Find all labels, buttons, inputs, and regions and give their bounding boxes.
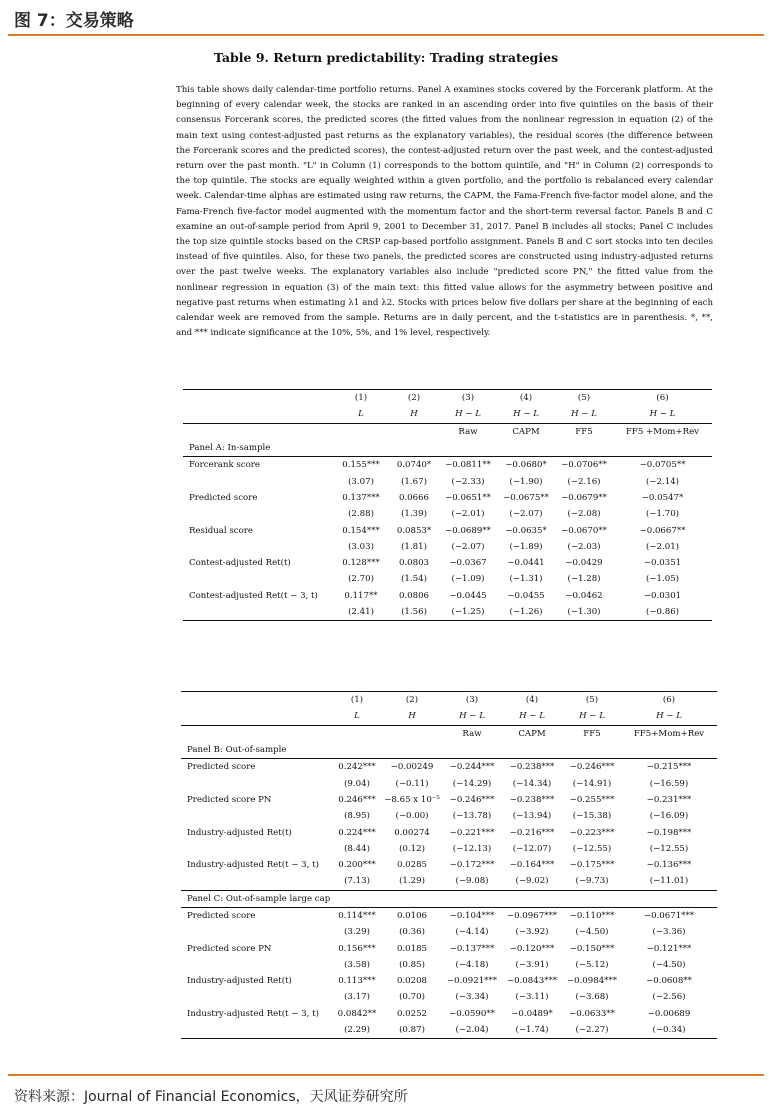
estimate-cell: −0.0633** (569, 1008, 615, 1019)
tstat-cell: (−4.50) (652, 959, 686, 970)
tstat-cell: (−1.89) (509, 541, 543, 552)
column-number: (4) (501, 692, 563, 709)
column-head: H − L (513, 409, 539, 420)
tstat-cell: (−1.30) (555, 604, 613, 621)
estimate-cell: −0.246*** (449, 794, 495, 805)
tstat-cell: (−1.74) (501, 1022, 563, 1039)
tstat-cell: (−2.03) (567, 541, 601, 552)
panel-label-row (181, 890, 717, 907)
tstat-cell: (−2.04) (443, 1022, 501, 1039)
estimate-cell: −0.0455 (507, 590, 545, 601)
table-row (181, 792, 717, 808)
table-row (181, 907, 717, 924)
estimate-cell: −8.65 x 10⁻⁵ (384, 794, 440, 805)
row-label: Residual score (189, 525, 253, 536)
row-label: Forcerank score (183, 457, 333, 474)
column-head: L (358, 409, 364, 420)
table-row (181, 940, 717, 956)
tstat-cell: (−1.90) (509, 476, 543, 487)
tstat-row (181, 957, 717, 973)
figure-header (0, 0, 772, 38)
row-label: Industry-adjusted Ret(t) (187, 976, 292, 987)
tstat-cell: (1.81) (401, 541, 427, 552)
tstat-cell: (−12.55) (572, 843, 612, 854)
panel-label-row (181, 742, 717, 759)
tstat-cell: (−4.18) (455, 959, 489, 970)
tstat-cell: (−4.14) (455, 927, 489, 938)
estimate-cell: −0.137*** (449, 943, 495, 954)
table-panels-bc (181, 691, 717, 1039)
estimate-cell: −0.215*** (621, 759, 717, 776)
estimate-cell: −0.244*** (443, 759, 501, 776)
tstat-cell: (−2.27) (563, 1022, 621, 1039)
tstat-cell: (−2.01) (451, 509, 485, 520)
column-head: L (354, 711, 360, 722)
column-head: H (408, 711, 416, 722)
tstat-cell: (−9.02) (515, 876, 549, 887)
table-row (181, 759, 717, 776)
tstat-cell: (−1.09) (451, 574, 485, 585)
source-note: 资料来源：Journal of Financial Economics，天风证券研究所 (14, 1089, 408, 1105)
estimate-cell: −0.0301 (643, 590, 682, 601)
column-head: H − L (579, 711, 605, 722)
row-label: Industry-adjusted Ret(t) (187, 827, 292, 838)
tstat-cell: (−13.78) (452, 811, 492, 822)
tstat-cell: (−12.55) (649, 843, 689, 854)
tstat-row (183, 473, 712, 489)
tstat-cell: (−2.07) (451, 541, 485, 552)
tstat-cell: (−5.12) (575, 959, 609, 970)
column-number: (6) (613, 390, 712, 407)
estimate-cell: −0.0635* (505, 525, 547, 536)
column-model: Raw (443, 725, 501, 742)
column-model (333, 725, 381, 742)
tstat-cell: (−0.86) (613, 604, 712, 621)
tstat-cell: (1.56) (389, 604, 439, 621)
estimate-cell: −0.0351 (643, 558, 682, 569)
column-head: H − L (571, 409, 597, 420)
tstat-row (181, 775, 717, 791)
estimate-cell: −0.120*** (509, 943, 555, 954)
estimate-cell: −0.0462 (565, 590, 603, 601)
column-head: H (410, 409, 418, 420)
estimate-cell: 0.117** (344, 590, 378, 601)
tstat-cell: (3.03) (348, 541, 374, 552)
estimate-cell: −0.0675** (503, 492, 549, 503)
table-row (181, 857, 717, 873)
tstat-cell: (8.44) (344, 843, 370, 854)
tstat-row (183, 604, 712, 621)
estimate-cell: 0.155*** (333, 457, 389, 474)
tstat-cell: (−12.07) (512, 843, 552, 854)
estimate-cell: 0.128*** (342, 558, 380, 569)
tstat-cell: (−14.29) (452, 778, 492, 789)
estimate-cell: −0.238*** (501, 759, 563, 776)
tstat-row (181, 873, 717, 890)
tstat-cell: (−3.34) (455, 992, 489, 1003)
estimate-cell: 0.0853* (396, 525, 432, 536)
tstat-cell: (−9.73) (575, 876, 609, 887)
estimate-cell: −0.0441 (507, 558, 545, 569)
tstat-cell: (1.54) (401, 574, 427, 585)
estimate-cell: −0.216*** (509, 827, 555, 838)
estimate-cell: −0.0811** (439, 457, 497, 474)
column-head: H − L (459, 711, 485, 722)
estimate-cell: 0.0666 (398, 492, 430, 503)
tstat-row (181, 841, 717, 857)
estimate-cell: −0.0706** (555, 457, 613, 474)
tstat-cell: (−14.91) (572, 778, 612, 789)
tstat-cell: (−3.68) (575, 992, 609, 1003)
tstat-cell: (−12.13) (452, 843, 492, 854)
tstat-cell: (−3.91) (515, 959, 549, 970)
estimate-cell: −0.164*** (509, 860, 555, 871)
tstat-cell: (−0.11) (395, 778, 429, 789)
header-row-models (183, 423, 712, 440)
tstat-cell: (3.29) (344, 927, 370, 938)
column-head: H − L (519, 711, 545, 722)
estimate-cell: −0.0367 (449, 558, 487, 569)
estimate-cell: −0.231*** (646, 794, 692, 805)
estimate-cell: −0.255*** (569, 794, 615, 805)
table-panel-a (183, 389, 712, 621)
estimate-cell: 0.0806 (398, 590, 430, 601)
column-model: FF5 +Mom+Rev (613, 423, 712, 440)
tstat-cell: (1.29) (399, 876, 425, 887)
estimate-cell: −0.150*** (569, 943, 615, 954)
table-row (181, 1006, 717, 1022)
header-row-heads (183, 406, 712, 423)
header-row-numbers (181, 692, 717, 709)
table-row (183, 457, 712, 474)
estimate-cell: −0.0651** (445, 492, 491, 503)
tstat-cell: (−2.07) (509, 509, 543, 520)
column-number: (3) (439, 390, 497, 407)
column-model (381, 725, 443, 742)
tstat-cell: (2.29) (333, 1022, 381, 1039)
estimate-cell: −0.175*** (569, 860, 615, 871)
tstat-cell: (−1.28) (567, 574, 601, 585)
tstat-cell: (0.70) (399, 992, 425, 1003)
tstat-cell: (−16.59) (649, 778, 689, 789)
estimate-cell: −0.0967*** (501, 907, 563, 924)
column-head: H − L (455, 409, 481, 420)
column-number: (2) (389, 390, 439, 407)
estimate-cell: −0.246*** (563, 759, 621, 776)
column-model: FF5+Mom+Rev (621, 725, 717, 742)
estimate-cell: −0.0489* (511, 1008, 553, 1019)
tstat-cell: (0.85) (399, 959, 425, 970)
estimate-cell: −0.0547* (641, 492, 684, 503)
tstat-cell: (−14.34) (512, 778, 552, 789)
estimate-cell: −0.121*** (646, 943, 692, 954)
header-row-models (181, 725, 717, 742)
figure-title: 图 7：交易策略 (14, 11, 134, 31)
estimate-cell: 0.137*** (342, 492, 380, 503)
tstat-cell: (−3.92) (515, 927, 549, 938)
row-label: Contest-adjusted Ret(t) (189, 558, 291, 569)
column-number: (1) (333, 390, 389, 407)
estimate-cell: −0.00249 (381, 759, 443, 776)
estimate-cell: −0.0590** (449, 1008, 495, 1019)
estimate-cell: 0.00274 (394, 827, 430, 838)
estimate-cell: −0.0680* (497, 457, 555, 474)
tstat-cell: (−0.34) (621, 1022, 717, 1039)
tstat-cell: (−15.38) (572, 811, 612, 822)
tstat-cell: (−1.70) (645, 509, 680, 520)
row-label: Predicted score (181, 759, 333, 776)
estimate-cell: 0.200*** (338, 860, 376, 871)
panel-label-row (183, 440, 712, 457)
estimate-cell: 0.0803 (398, 558, 430, 569)
estimate-cell: 0.0842** (337, 1008, 377, 1019)
estimate-cell: 0.0285 (396, 860, 428, 871)
estimate-cell: −0.0679** (561, 492, 607, 503)
tstat-cell: (−0.00) (395, 811, 429, 822)
column-model: CAPM (501, 725, 563, 742)
estimate-cell: 0.224*** (338, 827, 376, 838)
estimate-cell: 0.0252 (396, 1008, 428, 1019)
tstat-cell: (−2.01) (645, 541, 680, 552)
table-row (183, 490, 712, 506)
table-row (183, 522, 712, 538)
tstat-row (181, 808, 717, 824)
tstat-row (183, 539, 712, 555)
header-row-numbers (183, 390, 712, 407)
row-label: Predicted score (181, 907, 333, 924)
estimate-cell: −0.0671*** (621, 907, 717, 924)
estimate-cell: −0.0667** (639, 525, 686, 536)
column-model (389, 423, 439, 440)
estimate-cell: −0.172*** (449, 860, 495, 871)
tstat-cell: (−13.94) (512, 811, 552, 822)
tstat-cell: (−1.05) (645, 574, 680, 585)
estimate-cell: −0.0921*** (446, 976, 498, 987)
estimate-cell: −0.0689** (445, 525, 491, 536)
header-rule (8, 34, 764, 36)
estimate-cell: −0.0608** (646, 976, 692, 987)
table-row (183, 588, 712, 604)
estimate-cell: 0.246*** (338, 794, 376, 805)
tstat-cell: (8.95) (344, 811, 370, 822)
estimate-cell: −0.0429 (565, 558, 603, 569)
tstat-cell: (2.41) (333, 604, 389, 621)
estimate-cell: −0.198*** (646, 827, 692, 838)
tstat-row (183, 506, 712, 522)
column-number: (6) (621, 692, 717, 709)
tstat-cell: (−2.16) (567, 476, 601, 487)
panel-label: Panel A: In-sample (189, 443, 271, 454)
column-number: (3) (443, 692, 501, 709)
row-label: Predicted score (189, 492, 258, 503)
tstat-cell: (3.58) (344, 959, 370, 970)
estimate-cell: −0.00689 (647, 1008, 691, 1019)
column-number: (2) (381, 692, 443, 709)
estimate-cell: −0.221*** (449, 827, 495, 838)
column-model: CAPM (497, 423, 555, 440)
panel-label: Panel B: Out-of-sample (187, 745, 287, 756)
tstat-cell: (2.88) (348, 509, 374, 520)
estimate-cell: 0.154*** (342, 525, 380, 536)
tstat-cell: (3.17) (344, 992, 370, 1003)
tstat-cell: (−2.56) (652, 992, 686, 1003)
estimate-cell: 0.113*** (338, 976, 376, 987)
estimate-cell: −0.104*** (443, 907, 501, 924)
estimate-cell: −0.0705** (613, 457, 712, 474)
table-title: Table 9. Return predictability: Trading strategies (213, 50, 559, 65)
tstat-cell: (1.67) (401, 476, 427, 487)
tstat-cell: (−11.01) (649, 876, 689, 887)
tstat-cell: (−4.50) (575, 927, 609, 938)
tstat-cell: (7.13) (344, 876, 370, 887)
column-number: (1) (333, 692, 381, 709)
tstat-cell: (−2.08) (567, 509, 601, 520)
tstat-cell: (−16.09) (649, 811, 689, 822)
estimate-cell: −0.223*** (569, 827, 615, 838)
row-label: Industry-adjusted Ret(t − 3, t) (187, 860, 319, 871)
estimate-cell: −0.0670** (561, 525, 607, 536)
tstat-cell: (−1.31) (509, 574, 543, 585)
column-model (333, 423, 389, 440)
tstat-cell: (−2.14) (645, 476, 680, 487)
column-head: H − L (656, 711, 682, 722)
estimate-cell: 0.156*** (338, 943, 376, 954)
column-number: (5) (563, 692, 621, 709)
table-row (181, 824, 717, 840)
estimate-cell: 0.0740* (389, 457, 439, 474)
estimate-cell: 0.114*** (333, 907, 381, 924)
tstat-cell: (−1.26) (497, 604, 555, 621)
tstat-cell: (9.04) (344, 778, 370, 789)
estimate-cell: −0.0843*** (506, 976, 558, 987)
tstat-cell: (−2.33) (451, 476, 485, 487)
row-label: Contest-adjusted Ret(t − 3, t) (189, 590, 318, 601)
tstat-row (183, 571, 712, 587)
tstat-cell: (0.12) (399, 843, 425, 854)
tstat-cell: (−3.11) (515, 992, 549, 1003)
row-label: Predicted score PN (187, 794, 272, 805)
footer (0, 1074, 772, 1119)
estimate-cell: 0.242*** (333, 759, 381, 776)
estimate-cell: −0.238*** (509, 794, 555, 805)
tstat-row (181, 989, 717, 1005)
estimate-cell: 0.0185 (396, 943, 428, 954)
column-number: (5) (555, 390, 613, 407)
estimate-cell: −0.136*** (646, 860, 692, 871)
estimate-cell: 0.0208 (396, 976, 428, 987)
tstat-cell: (−3.36) (652, 927, 686, 938)
row-label: Predicted score PN (187, 943, 272, 954)
tstat-cell: (−1.25) (439, 604, 497, 621)
estimate-cell: −0.0445 (449, 590, 487, 601)
row-label: Industry-adjusted Ret(t − 3, t) (187, 1008, 319, 1019)
table-row (183, 555, 712, 571)
footer-rule (8, 1074, 764, 1076)
panel-label: Panel C: Out-of-sample large cap (181, 890, 333, 907)
column-number: (4) (497, 390, 555, 407)
tstat-cell: (2.70) (348, 574, 374, 585)
estimate-cell: 0.0106 (381, 907, 443, 924)
column-model: FF5 (563, 725, 621, 742)
tstat-cell: (1.39) (401, 509, 427, 520)
tstat-cell: (0.87) (381, 1022, 443, 1039)
tstat-cell: (3.07) (348, 476, 374, 487)
estimate-cell: −0.0984*** (566, 976, 618, 987)
header-row-heads (181, 708, 717, 725)
column-model: FF5 (555, 423, 613, 440)
estimate-cell: −0.110*** (563, 907, 621, 924)
tstat-row (181, 1022, 717, 1039)
tstat-row (181, 924, 717, 940)
tstat-cell: (0.36) (399, 927, 425, 938)
column-model: Raw (439, 423, 497, 440)
table-row (181, 973, 717, 989)
table-caption: This table shows daily calendar-time portfolio returns. Panel A examines stocks covered by the Forcerank platform. At the beginning of every calendar week, the stocks are ranked in an ascending order into five quintiles on the basis of their consensus Forcerank scores, the predicted scores (the fitted values from the nonlinear regression in equation (2) of the main text using contest-adjusted past returns as the explanatory variables), the residual scores (the difference between the Forcerank scores and the predicted scores), the contest-adjusted return over the past week, and the contest-adjusted return over the past month. "L" in Column (1) corresponds to the bottom quintile, and "H" in Column (2) corresponds to the top quintile. The stocks are equally weighted within a given portfolio, and the portfolio is rebalanced every calendar week. Calendar-time alphas are estimated using raw returns, the CAPM, the Fama-French five-factor model alone, and the Fama-French five-factor model augmented with the momentum factor and the short-term reversal factor. Panels B and C examine an out-of-sample period from April 9, 2001 to December 31, 2017. Panel B includes all stocks; Panel C includes the top size quintile stocks based on the CRSP cap-based portfolio assignment. Panels B and C sort stocks into ten deciles instead of five quintiles. Also, for these two panels, the predicted scores are constructed using industry-adjusted returns over the past twelve weeks. The explanatory variables also include "predicted score PN," the fitted value from the nonlinear regression in equation (3) of the main text: this fitted value allows for the asymmetry between positive and negative past returns when estimating λ1 and λ2. Stocks with prices below five dollars per share at the beginning of each calendar week are removed from the sample. Returns are in daily percent, and the t-statistics are in parenthesis. *, **, and *** indicate significance at the 10%, 5%, and 1% level, respectively. (176, 85, 713, 339)
tstat-cell: (−9.08) (455, 876, 489, 887)
column-head: H − L (649, 409, 676, 420)
